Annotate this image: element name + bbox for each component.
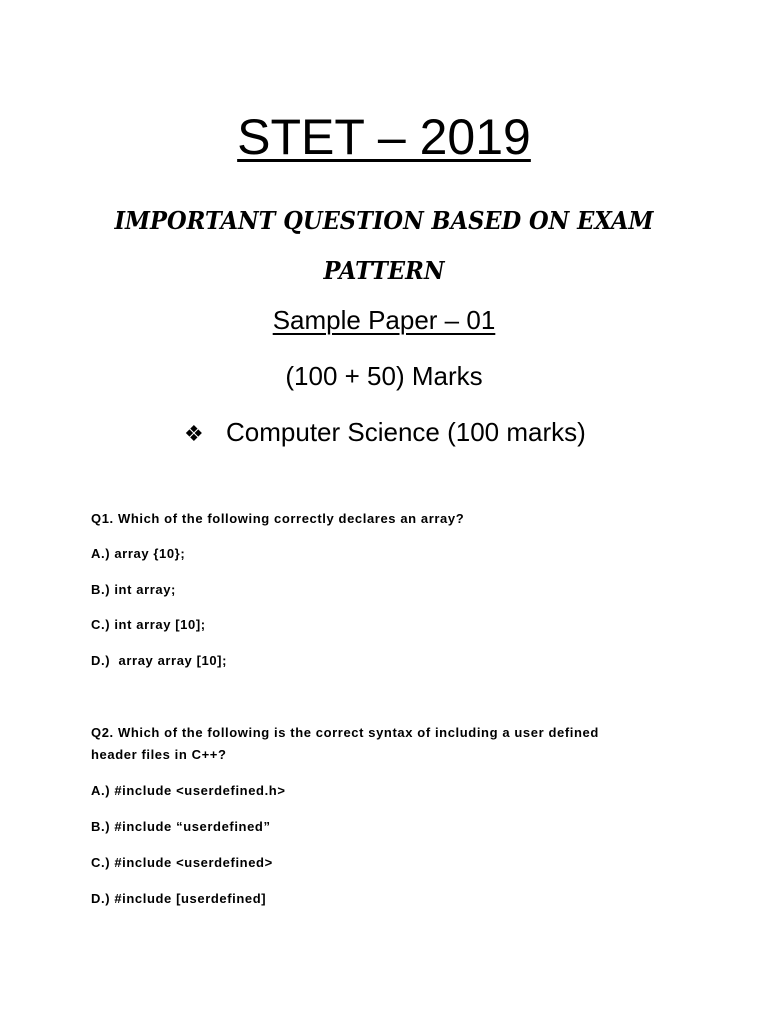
question-text: Q1. Which of the following correctly declares an array? [91,511,465,526]
question-2-option-b: B.) #include “userdefined” [91,819,271,834]
document-title: STET – 2019 [237,109,531,165]
section-title: Computer Science (100 marks) [226,417,586,447]
question-text-line-1: Q2. Which of the following is the correct syntax of including a user defined [91,725,599,740]
question-2-option-c: C.) #include <userdefined> [91,855,273,870]
question-2 [91,722,671,766]
section-heading [184,414,586,452]
question-1-option-c: C.) int array [10]; [91,617,206,632]
total-marks-heading: (100 + 50) Marks [285,361,483,391]
sample-paper-heading: Sample Paper – 01 [272,305,496,335]
question-1-option-b: B.) int array; [91,582,176,597]
question-1-option-a: A.) array {10}; [91,546,186,561]
question-1 [91,508,671,530]
question-2-option-a: A.) #include <userdefined.h> [91,783,286,798]
document-subtitle: IMPORTANT QUESTION BASED ON EXAM PATTERN [114,206,654,285]
question-2-option-d: D.) #include [userdefined] [91,891,267,906]
question-text-line-2: header files in C++? [91,747,227,762]
question-1-option-d: D.) array array [10]; [91,653,228,668]
diamond-bullet-icon: ❖ [184,421,204,446]
